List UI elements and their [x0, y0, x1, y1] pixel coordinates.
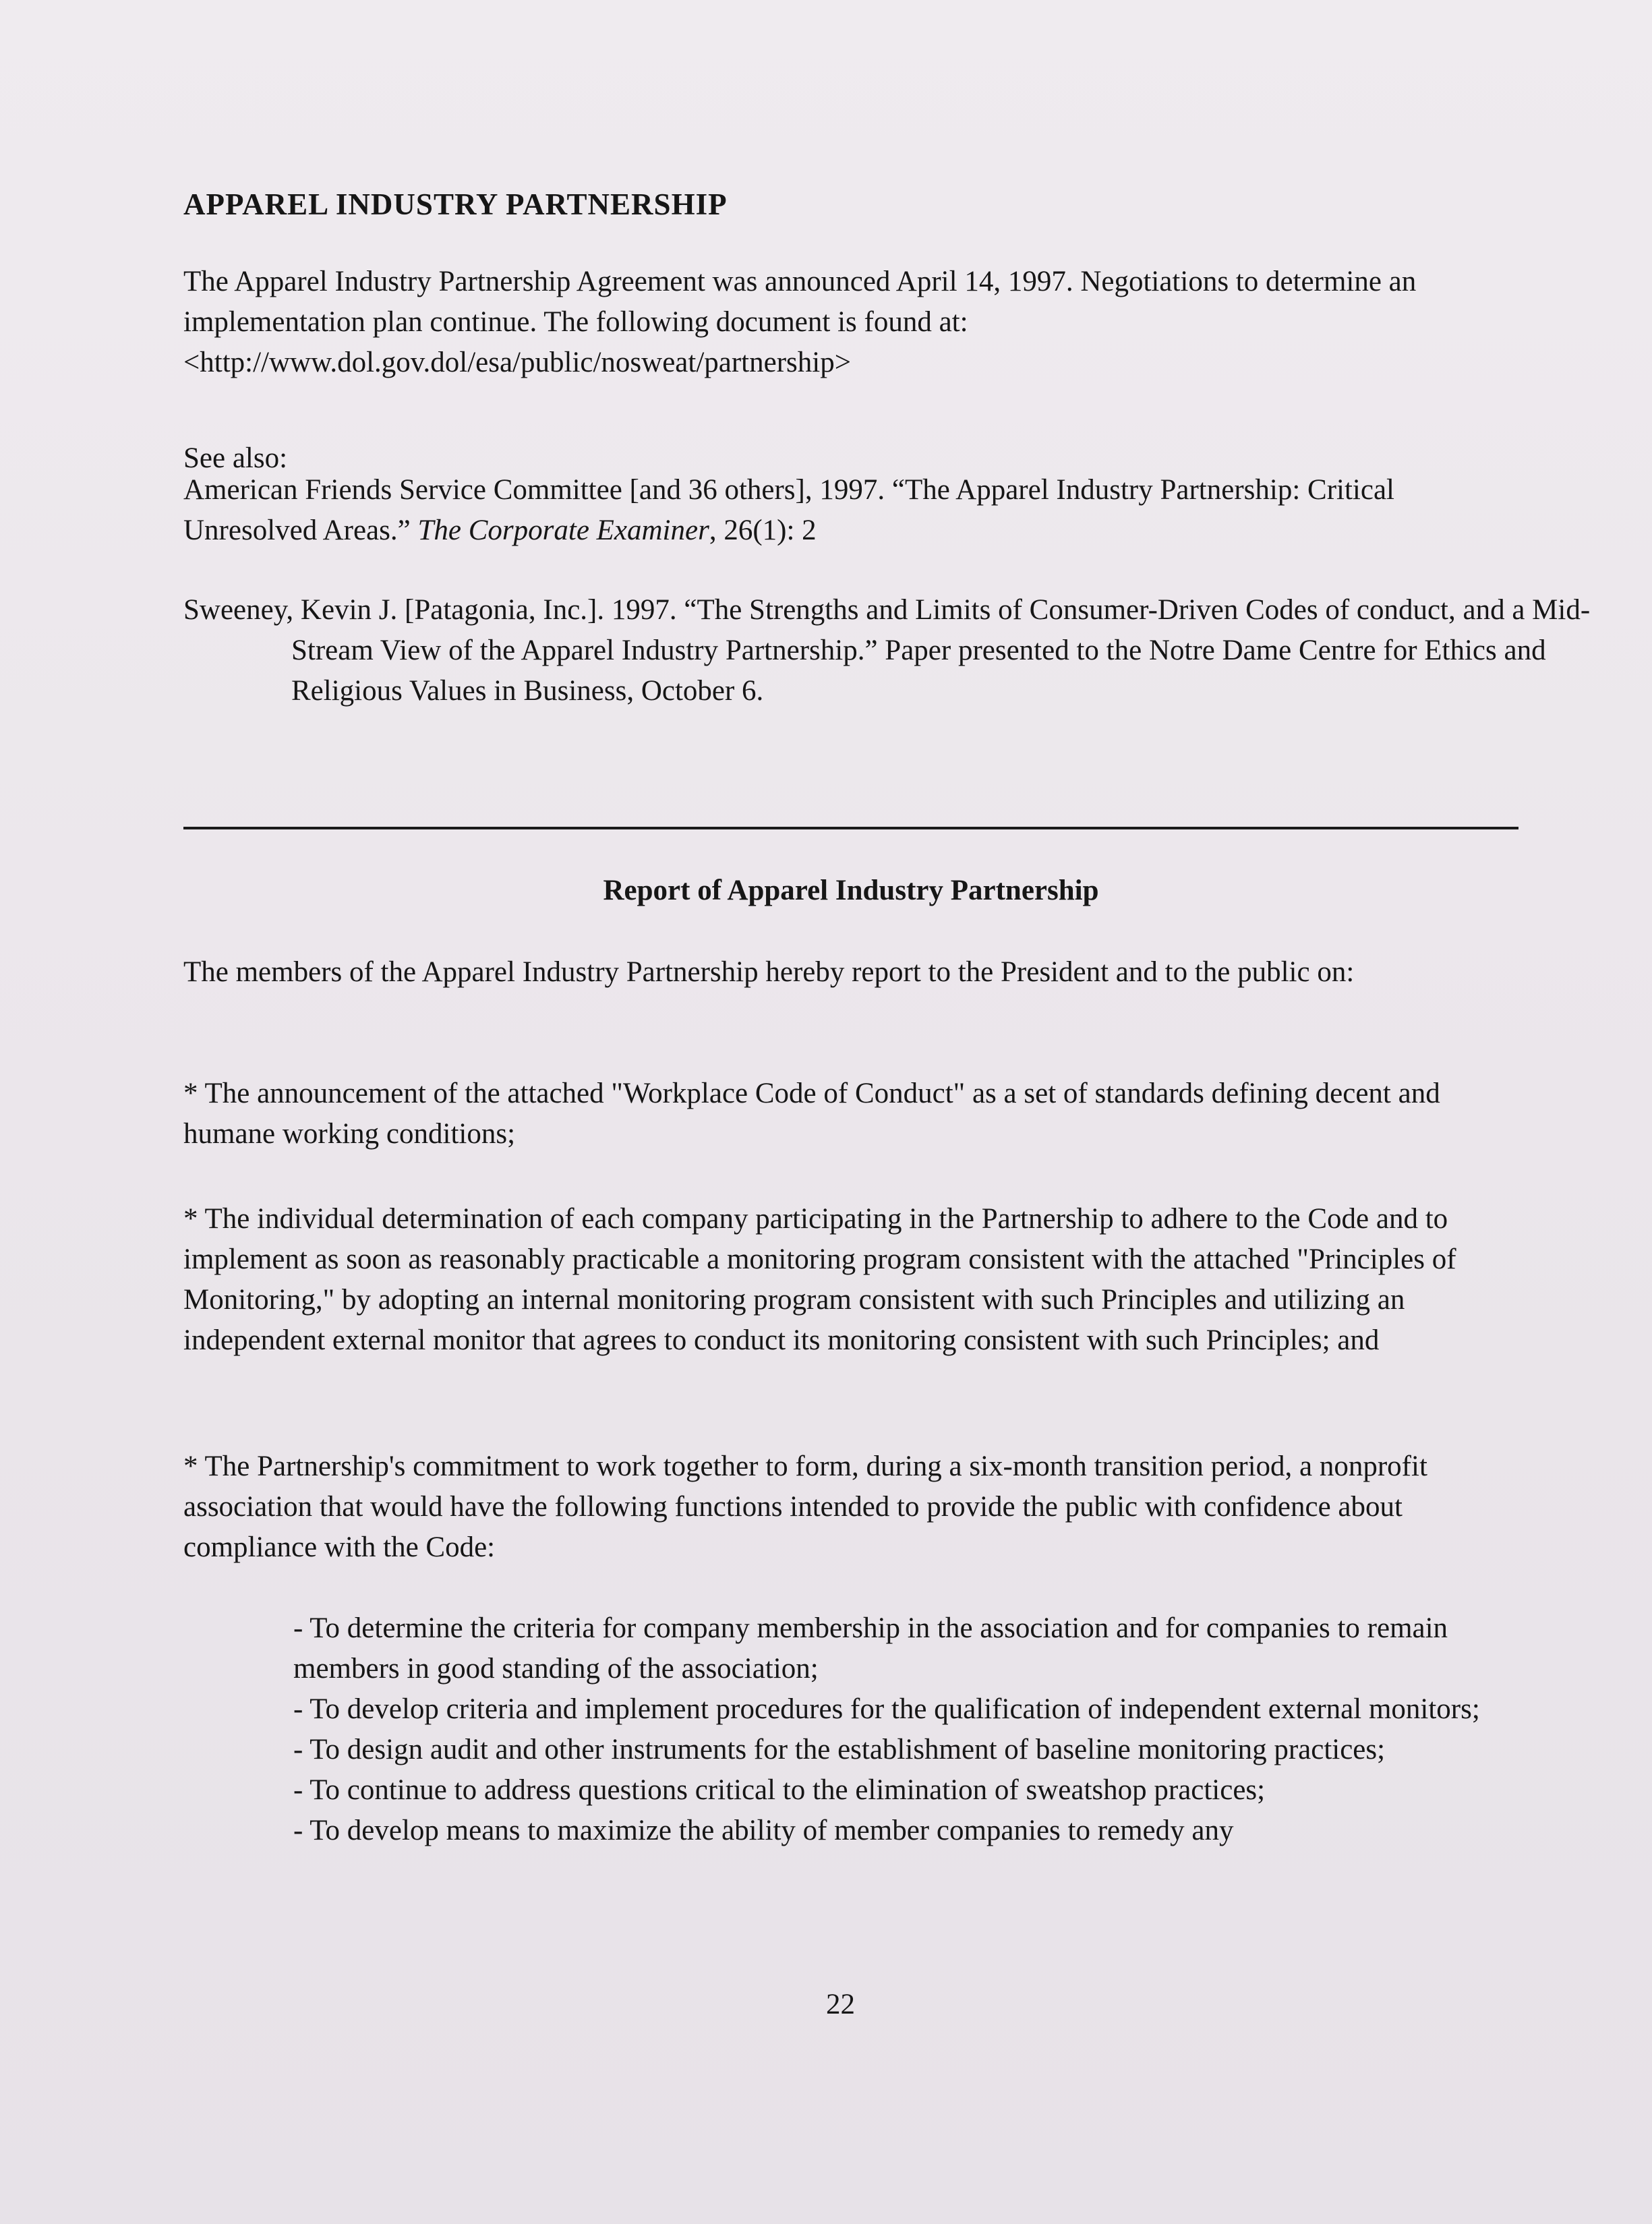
reference-afsc [183, 470, 1525, 551]
reference-afsc-journal: The Corporate Examiner [417, 515, 709, 546]
reference-afsc-tail: , 26(1): 2 [709, 515, 817, 546]
list-item: - To develop criteria and implement procedures for the qualification of independent external monitors; [293, 1693, 1480, 1725]
section-divider [183, 827, 1518, 829]
list-item: - To continue to address questions critical to the elimination of sweatshop practices; [293, 1774, 1266, 1806]
bullet-item: * The announcement of the attached "Workplace Code of Conduct" as a set of standards defining decent and humane working conditions; [183, 1078, 1440, 1150]
bullet-item: * The Partnership's commitment to work together to form, during a six-month transition period, a nonprofit association that would have the following functions intended to provide the public with confidence about compliance with the Code: [183, 1451, 1427, 1563]
list-item: - To develop means to maximize the ability of member companies to remedy any [293, 1815, 1234, 1846]
page-number: 22 [826, 1989, 855, 2020]
association-functions-list [293, 1608, 1527, 1851]
intro-paragraph: The Apparel Industry Partnership Agreement was announced April 14, 1997. Negotiations to determine an implementation plan continue. The following document is found at: <http://www.dol.gov.dol/esa/public/nosweat/partnership> [183, 266, 1417, 378]
reference-afsc-text: American Friends Service Committee [and 36 others], 1997. “The Apparel Industry Partnership: Critical Unresolved Areas.” [183, 474, 1394, 546]
list-item: - To determine the criteria for company membership in the association and for companies to remain members in good standing of the association; [293, 1612, 1448, 1685]
see-also-label: See also: [183, 442, 288, 474]
report-intro-paragraph: The members of the Apparel Industry Partnership hereby report to the President and to the public on: [183, 956, 1355, 988]
list-item: - To design audit and other instruments for the establishment of baseline monitoring practices; [293, 1734, 1386, 1765]
reference-sweeney: Sweeney, Kevin J. [Patagonia, Inc.]. 1997. “The Strengths and Limits of Consumer-Driven Codes of conduct, and a Mid-Stream View of the Apparel Industry Partnership.” Paper presented to the Notre Dame Centre for Ethics and Religious Values in Business, October 6. [183, 594, 1591, 707]
report-title: Report of Apparel Industry Partnership [603, 875, 1099, 906]
page-title: APPAREL INDUSTRY PARTNERSHIP [183, 187, 728, 221]
bullet-item: * The individual determination of each company participating in the Partnership to adhere to the Code and to implement as soon as reasonably practicable a monitoring program consistent with the attached "Principles of Monitoring," by adopting an internal monitoring program consistent with such Principles and utilizing an independent external monitor that agrees to conduct its monitoring consistent with such Principles; and [183, 1203, 1456, 1356]
